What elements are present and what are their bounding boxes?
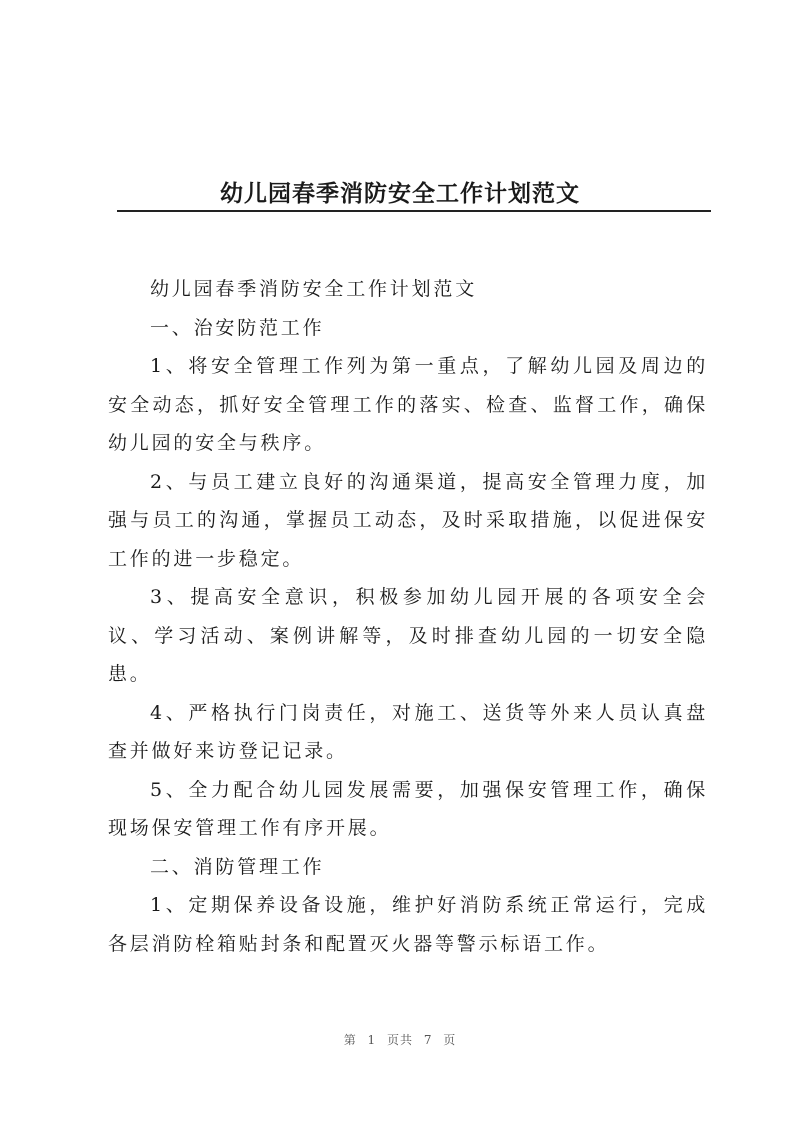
paragraph-item: 4、严格执行门岗责任，对施工、送货等外来人员认真盘查并做好来访登记记录。 [108,701,708,762]
document-body [108,270,708,963]
paragraph-item: 2、与员工建立良好的沟通渠道，提高安全管理力度，加强与员工的沟通，掌握员工动态，及时采取措施，以促进保安工作的进一步稳定。 [108,470,708,570]
paragraph-item: 1、定期保养设备设施，维护好消防系统正常运行，完成各层消防栓箱贴封条和配置灭火器等警示标语工作。 [108,894,708,955]
paragraph-item: 1、将安全管理工作列为第一重点，了解幼儿园及周边的安全动态，抓好安全管理工作的落实、检查、监督工作，确保幼儿园的安全与秩序。 [108,355,708,454]
paragraph-heading: 幼儿园春季消防安全工作计划范文 [150,278,478,300]
section-heading-fire: 二、消防管理工作 [150,855,325,878]
paragraph-item: 5、全力配合幼儿园发展需要，加强保安管理工作，确保现场保安管理工作有序开展。 [108,778,708,839]
paragraph-item: 3、提高安全意识，积极参加幼儿园开展的各项安全会议、学习活动、案例讲解等，及时排查幼儿园的一切安全隐患。 [108,586,708,685]
section-heading-security: 一、治安防范工作 [150,316,325,339]
title-divider [117,210,711,212]
document-title: 幼儿园春季消防安全工作计划范文 [220,180,580,208]
page-number-footer: 第 1 页共 7 页 [343,1033,457,1047]
